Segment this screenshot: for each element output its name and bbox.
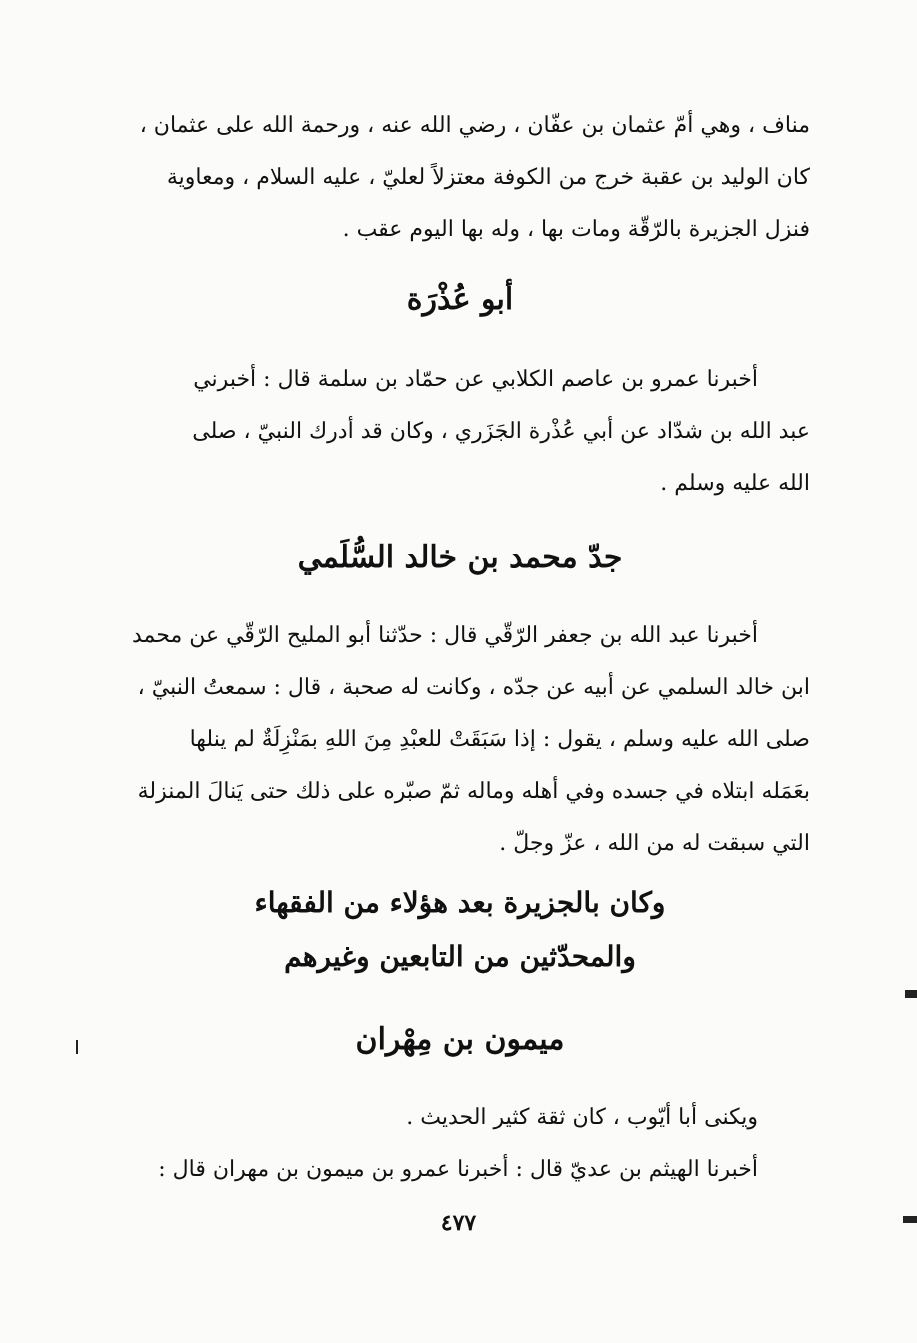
text-line: ابن خالد السلمي عن أبيه عن جدّه ، وكانت له صحبة ، قال : سمعتُ النبيّ ، — [137, 675, 810, 700]
paragraph-intro — [110, 100, 810, 256]
scan-speck — [76, 1040, 78, 1054]
text-line: أخبرنا الهيثم بن عديّ قال : أخبرنا عمرو بن ميمون بن مهران قال : — [158, 1157, 758, 1182]
section-heading-line: والمحدّثين من التابعين وغيرهم — [284, 940, 636, 973]
text-line: كان الوليد بن عقبة خرج من الكوفة معتزلاً لعليّ ، عليه السلام ، ومعاوية — [166, 165, 810, 190]
scan-edge-mark — [903, 1216, 917, 1223]
paragraph-maymun — [110, 1092, 810, 1196]
paragraph-jadd-muhammad — [110, 610, 810, 870]
text-line: بعَمَله ابتلاه في جسده وفي أهله وماله ثمّ صبّره على ذلك حتى يَنالَ المنزلة — [137, 779, 810, 804]
text-line: ويكنى أبا أيّوب ، كان ثقة كثير الحديث . — [406, 1105, 758, 1130]
text-line: التي سبقت له من الله ، عزّ وجلّ . — [499, 831, 810, 856]
text-line: فنزل الجزيرة بالرّقّة ومات بها ، وله بها اليوم عقب . — [342, 217, 810, 242]
text-line: صلى الله عليه وسلم ، يقول : إذا سَبَقَتْ للعبْدِ مِنَ اللهِ بمَنْزِلَةٌ لم ينلها — [189, 727, 810, 752]
heading-jadd-muhammad: جدّ محمد بن خالد السُّلَمي — [297, 540, 623, 575]
heading-abu-udhra: أبو عُذْرَة — [406, 282, 514, 317]
section-heading-line: وكان بالجزيرة بعد هؤلاء من الفقهاء — [254, 886, 666, 919]
paragraph-abu-udhra — [110, 354, 810, 510]
text-line: عبد الله بن شدّاد عن أبي عُذْرة الجَزَري ، وكان قد أدرك النبيّ ، صلى — [192, 419, 810, 444]
scan-edge-mark — [905, 990, 917, 998]
page-number: ٤٧٧ — [440, 1210, 477, 1236]
text-line: الله عليه وسلم . — [660, 471, 810, 496]
text-line: أخبرنا عمرو بن عاصم الكلابي عن حمّاد بن سلمة قال : أخبرني — [193, 367, 758, 392]
text-line: مناف ، وهي أمّ عثمان بن عفّان ، رضي الله عنه ، ورحمة الله على عثمان ، — [139, 113, 810, 138]
text-line: أخبرنا عبد الله بن جعفر الرّقّي قال : حدّثنا أبو المليح الرّقّي عن محمد — [131, 623, 758, 648]
section-heading — [110, 876, 810, 984]
heading-maymun: ميمون بن مِهْران — [355, 1022, 565, 1057]
